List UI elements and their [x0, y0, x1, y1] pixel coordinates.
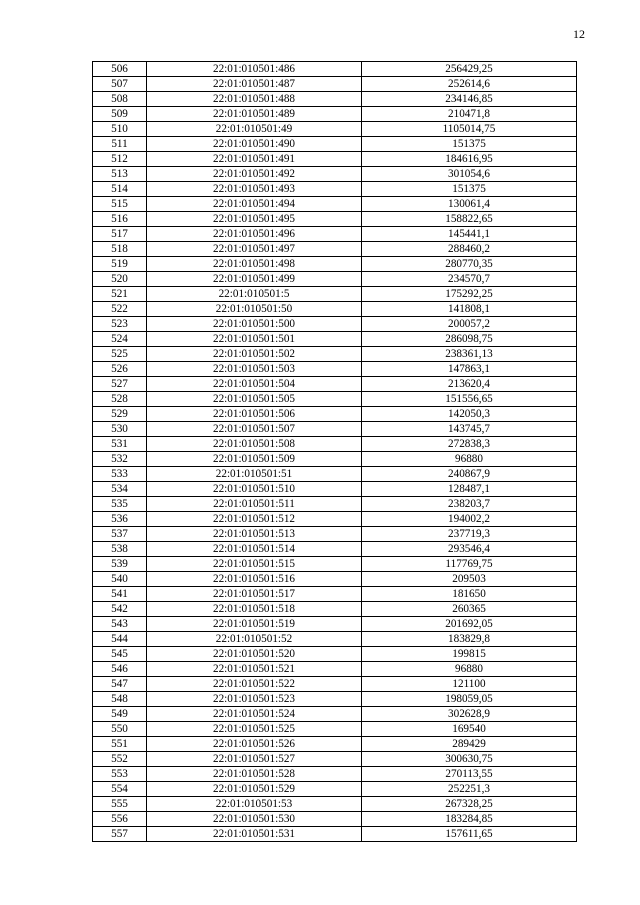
cadastral-value-cell: 252251,3 — [362, 782, 577, 797]
cadastral-number-cell: 22:01:010501:527 — [147, 752, 362, 767]
cadastral-number-cell: 22:01:010501:529 — [147, 782, 362, 797]
cadastral-value-cell: 209503 — [362, 572, 577, 587]
row-number-cell: 551 — [93, 737, 147, 752]
cadastral-number-cell: 22:01:010501:516 — [147, 572, 362, 587]
table-row — [93, 62, 577, 77]
table-row — [93, 227, 577, 242]
table-row — [93, 797, 577, 812]
table-row — [93, 737, 577, 752]
table-row — [93, 137, 577, 152]
cadastral-value-cell: 300630,75 — [362, 752, 577, 767]
cadastral-number-cell: 22:01:010501:517 — [147, 587, 362, 602]
row-number-cell: 527 — [93, 377, 147, 392]
table-row — [93, 422, 577, 437]
row-number-cell: 536 — [93, 512, 147, 527]
row-number-cell: 506 — [93, 62, 147, 77]
cadastral-number-cell: 22:01:010501:508 — [147, 437, 362, 452]
row-number-cell: 543 — [93, 617, 147, 632]
cadastral-value-cell: 301054,6 — [362, 167, 577, 182]
row-number-cell: 549 — [93, 707, 147, 722]
row-number-cell: 532 — [93, 452, 147, 467]
row-number-cell: 507 — [93, 77, 147, 92]
cadastral-number-cell: 22:01:010501:519 — [147, 617, 362, 632]
cadastral-number-cell: 22:01:010501:512 — [147, 512, 362, 527]
table-row — [93, 407, 577, 422]
row-number-cell: 540 — [93, 572, 147, 587]
row-number-cell: 525 — [93, 347, 147, 362]
cadastral-number-cell: 22:01:010501:487 — [147, 77, 362, 92]
table-row — [93, 362, 577, 377]
cadastral-number-cell: 22:01:010501:526 — [147, 737, 362, 752]
table-row — [93, 152, 577, 167]
cadastral-number-cell: 22:01:010501:521 — [147, 662, 362, 677]
table-row — [93, 587, 577, 602]
cadastral-value-cell: 240867,9 — [362, 467, 577, 482]
table-row — [93, 572, 577, 587]
cadastral-value-cell: 201692,05 — [362, 617, 577, 632]
cadastral-number-cell: 22:01:010501:501 — [147, 332, 362, 347]
table-row — [93, 272, 577, 287]
cadastral-value-cell: 143745,7 — [362, 422, 577, 437]
cadastral-number-cell: 22:01:010501:493 — [147, 182, 362, 197]
cadastral-number-cell: 22:01:010501:531 — [147, 827, 362, 842]
row-number-cell: 528 — [93, 392, 147, 407]
row-number-cell: 514 — [93, 182, 147, 197]
row-number-cell: 555 — [93, 797, 147, 812]
row-number-cell: 534 — [93, 482, 147, 497]
table-row — [93, 707, 577, 722]
cadastral-value-cell: 256429,25 — [362, 62, 577, 77]
cadastral-number-cell: 22:01:010501:53 — [147, 797, 362, 812]
cadastral-value-cell: 121100 — [362, 677, 577, 692]
table-row — [93, 782, 577, 797]
cadastral-value-cell: 280770,35 — [362, 257, 577, 272]
row-number-cell: 508 — [93, 92, 147, 107]
table-row — [93, 302, 577, 317]
row-number-cell: 554 — [93, 782, 147, 797]
cadastral-number-cell: 22:01:010501:489 — [147, 107, 362, 122]
cadastral-value-cell: 96880 — [362, 662, 577, 677]
cadastral-number-cell: 22:01:010501:51 — [147, 467, 362, 482]
cadastral-value-cell: 117769,75 — [362, 557, 577, 572]
cadastral-number-cell: 22:01:010501:524 — [147, 707, 362, 722]
row-number-cell: 544 — [93, 632, 147, 647]
row-number-cell: 552 — [93, 752, 147, 767]
row-number-cell: 511 — [93, 137, 147, 152]
cadastral-number-cell: 22:01:010501:492 — [147, 167, 362, 182]
table-row — [93, 392, 577, 407]
cadastral-value-cell: 130061,4 — [362, 197, 577, 212]
table-row — [93, 437, 577, 452]
row-number-cell: 520 — [93, 272, 147, 287]
row-number-cell: 523 — [93, 317, 147, 332]
cadastral-value-cell: 183829,8 — [362, 632, 577, 647]
table-row — [93, 512, 577, 527]
table-row — [93, 497, 577, 512]
row-number-cell: 541 — [93, 587, 147, 602]
cadastral-number-cell: 22:01:010501:500 — [147, 317, 362, 332]
table-row — [93, 647, 577, 662]
cadastral-number-cell: 22:01:010501:490 — [147, 137, 362, 152]
cadastral-number-cell: 22:01:010501:510 — [147, 482, 362, 497]
table-row — [93, 212, 577, 227]
table-row — [93, 77, 577, 92]
table-row — [93, 767, 577, 782]
cadastral-value-cell: 183284,85 — [362, 812, 577, 827]
table-row — [93, 452, 577, 467]
cadastral-value-cell: 272838,3 — [362, 437, 577, 452]
cadastral-value-cell: 194002,2 — [362, 512, 577, 527]
cadastral-value-cell: 234570,7 — [362, 272, 577, 287]
cadastral-number-cell: 22:01:010501:507 — [147, 422, 362, 437]
row-number-cell: 545 — [93, 647, 147, 662]
cadastral-value-cell: 198059,05 — [362, 692, 577, 707]
table-row — [93, 752, 577, 767]
row-number-cell: 519 — [93, 257, 147, 272]
cadastral-value-cell: 199815 — [362, 647, 577, 662]
table-row — [93, 812, 577, 827]
cadastral-number-cell: 22:01:010501:518 — [147, 602, 362, 617]
table-row — [93, 557, 577, 572]
table-row — [93, 107, 577, 122]
table-row — [93, 542, 577, 557]
row-number-cell: 516 — [93, 212, 147, 227]
cadastral-value-cell: 141808,1 — [362, 302, 577, 317]
row-number-cell: 530 — [93, 422, 147, 437]
cadastral-value-cell: 237719,3 — [362, 527, 577, 542]
row-number-cell: 547 — [93, 677, 147, 692]
row-number-cell: 515 — [93, 197, 147, 212]
cadastral-value-table — [92, 61, 577, 842]
cadastral-number-cell: 22:01:010501:530 — [147, 812, 362, 827]
cadastral-value-cell: 234146,85 — [362, 92, 577, 107]
row-number-cell: 522 — [93, 302, 147, 317]
cadastral-value-cell: 175292,25 — [362, 287, 577, 302]
table-row — [93, 467, 577, 482]
cadastral-value-cell: 96880 — [362, 452, 577, 467]
cadastral-value-cell: 151375 — [362, 182, 577, 197]
cadastral-value-cell: 210471,8 — [362, 107, 577, 122]
row-number-cell: 512 — [93, 152, 147, 167]
row-number-cell: 539 — [93, 557, 147, 572]
table-row — [93, 377, 577, 392]
table-row — [93, 527, 577, 542]
row-number-cell: 557 — [93, 827, 147, 842]
cadastral-number-cell: 22:01:010501:525 — [147, 722, 362, 737]
table-row — [93, 122, 577, 137]
cadastral-number-cell: 22:01:010501:509 — [147, 452, 362, 467]
table-row — [93, 332, 577, 347]
cadastral-value-cell: 286098,75 — [362, 332, 577, 347]
cadastral-number-cell: 22:01:010501:499 — [147, 272, 362, 287]
row-number-cell: 526 — [93, 362, 147, 377]
cadastral-number-cell: 22:01:010501:502 — [147, 347, 362, 362]
cadastral-value-cell: 128487,1 — [362, 482, 577, 497]
table-row — [93, 482, 577, 497]
cadastral-number-cell: 22:01:010501:515 — [147, 557, 362, 572]
row-number-cell: 546 — [93, 662, 147, 677]
cadastral-value-cell: 145441,1 — [362, 227, 577, 242]
cadastral-value-cell: 151556,65 — [362, 392, 577, 407]
cadastral-value-cell: 238203,7 — [362, 497, 577, 512]
table-row — [93, 167, 577, 182]
row-number-cell: 535 — [93, 497, 147, 512]
cadastral-value-cell: 260365 — [362, 602, 577, 617]
row-number-cell: 537 — [93, 527, 147, 542]
table-row — [93, 722, 577, 737]
row-number-cell: 553 — [93, 767, 147, 782]
table-row — [93, 287, 577, 302]
cadastral-value-cell: 181650 — [362, 587, 577, 602]
cadastral-number-cell: 22:01:010501:49 — [147, 122, 362, 137]
row-number-cell: 510 — [93, 122, 147, 137]
cadastral-value-cell: 293546,4 — [362, 542, 577, 557]
cadastral-value-cell: 147863,1 — [362, 362, 577, 377]
cadastral-number-cell: 22:01:010501:495 — [147, 212, 362, 227]
cadastral-number-cell: 22:01:010501:513 — [147, 527, 362, 542]
page-number: 12 — [573, 27, 585, 41]
cadastral-number-cell: 22:01:010501:505 — [147, 392, 362, 407]
cadastral-value-cell: 288460,2 — [362, 242, 577, 257]
table-row — [93, 197, 577, 212]
cadastral-value-cell: 157611,65 — [362, 827, 577, 842]
row-number-cell: 538 — [93, 542, 147, 557]
row-number-cell: 556 — [93, 812, 147, 827]
table-row — [93, 317, 577, 332]
row-number-cell: 533 — [93, 467, 147, 482]
table-row — [93, 662, 577, 677]
row-number-cell: 542 — [93, 602, 147, 617]
table-row — [93, 677, 577, 692]
cadastral-number-cell: 22:01:010501:522 — [147, 677, 362, 692]
row-number-cell: 517 — [93, 227, 147, 242]
cadastral-number-cell: 22:01:010501:5 — [147, 287, 362, 302]
table-row — [93, 347, 577, 362]
cadastral-number-cell: 22:01:010501:497 — [147, 242, 362, 257]
table-row — [93, 257, 577, 272]
cadastral-value-cell: 169540 — [362, 722, 577, 737]
row-number-cell: 509 — [93, 107, 147, 122]
cadastral-value-cell: 289429 — [362, 737, 577, 752]
cadastral-number-cell: 22:01:010501:488 — [147, 92, 362, 107]
cadastral-number-cell: 22:01:010501:503 — [147, 362, 362, 377]
cadastral-value-cell: 200057,2 — [362, 317, 577, 332]
table-row — [93, 827, 577, 842]
cadastral-number-cell: 22:01:010501:528 — [147, 767, 362, 782]
cadastral-value-cell: 158822,65 — [362, 212, 577, 227]
table-row — [93, 92, 577, 107]
cadastral-value-cell: 1105014,75 — [362, 122, 577, 137]
cadastral-number-cell: 22:01:010501:494 — [147, 197, 362, 212]
cadastral-value-cell: 270113,55 — [362, 767, 577, 782]
table-row — [93, 602, 577, 617]
cadastral-value-cell: 267328,25 — [362, 797, 577, 812]
cadastral-number-cell: 22:01:010501:496 — [147, 227, 362, 242]
table-row — [93, 182, 577, 197]
row-number-cell: 513 — [93, 167, 147, 182]
table-row — [93, 242, 577, 257]
cadastral-number-cell: 22:01:010501:498 — [147, 257, 362, 272]
cadastral-value-cell: 184616,95 — [362, 152, 577, 167]
cadastral-number-cell: 22:01:010501:486 — [147, 62, 362, 77]
cadastral-value-cell: 151375 — [362, 137, 577, 152]
row-number-cell: 518 — [93, 242, 147, 257]
table-body — [93, 62, 577, 842]
row-number-cell: 521 — [93, 287, 147, 302]
cadastral-number-cell: 22:01:010501:50 — [147, 302, 362, 317]
row-number-cell: 548 — [93, 692, 147, 707]
cadastral-number-cell: 22:01:010501:511 — [147, 497, 362, 512]
cadastral-number-cell: 22:01:010501:520 — [147, 647, 362, 662]
cadastral-number-cell: 22:01:010501:523 — [147, 692, 362, 707]
cadastral-value-cell: 142050,3 — [362, 407, 577, 422]
cadastral-value-cell: 213620,4 — [362, 377, 577, 392]
cadastral-value-cell: 238361,13 — [362, 347, 577, 362]
cadastral-number-cell: 22:01:010501:504 — [147, 377, 362, 392]
cadastral-number-cell: 22:01:010501:514 — [147, 542, 362, 557]
table-row — [93, 632, 577, 647]
row-number-cell: 531 — [93, 437, 147, 452]
row-number-cell: 524 — [93, 332, 147, 347]
cadastral-number-cell: 22:01:010501:506 — [147, 407, 362, 422]
cadastral-value-cell: 252614,6 — [362, 77, 577, 92]
table-row — [93, 617, 577, 632]
row-number-cell: 550 — [93, 722, 147, 737]
table-row — [93, 692, 577, 707]
row-number-cell: 529 — [93, 407, 147, 422]
cadastral-number-cell: 22:01:010501:52 — [147, 632, 362, 647]
cadastral-number-cell: 22:01:010501:491 — [147, 152, 362, 167]
cadastral-value-cell: 302628,9 — [362, 707, 577, 722]
